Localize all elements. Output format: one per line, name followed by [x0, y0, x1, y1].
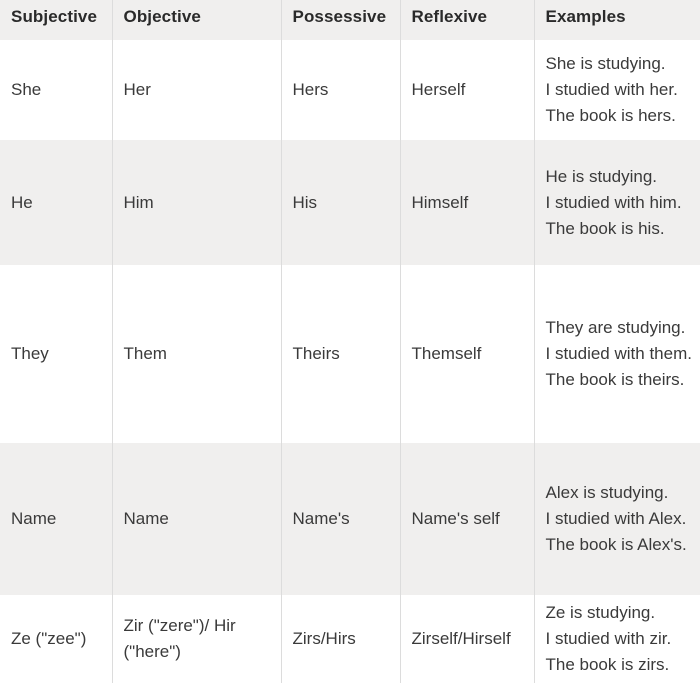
cell-possessive: Zirs/Hirs [281, 595, 400, 683]
example-sentence: They are studying. [545, 318, 686, 337]
example-sentence: I studied with them. [545, 344, 692, 363]
cell-reflexive: Herself [400, 40, 534, 140]
example-sentence: I studied with him. [545, 192, 682, 212]
cell-reflexive: Zirself/Hirself [400, 595, 534, 683]
cell-examples [534, 140, 700, 265]
header-possessive: Possessive [281, 0, 400, 40]
example-sentence: Alex is studying. [545, 483, 669, 502]
header-examples: Examples [534, 0, 700, 40]
cell-examples [534, 265, 700, 443]
header-subjective: Subjective [0, 0, 112, 40]
cell-objective: Them [112, 265, 281, 443]
cell-subjective: He [0, 140, 112, 265]
cell-objective: Her [112, 40, 281, 140]
cell-reflexive: Name's self [400, 443, 534, 595]
table-row [0, 443, 700, 595]
example-sentence: He is studying. [545, 166, 657, 186]
example-sentence: The book is hers. [545, 106, 676, 125]
cell-examples [534, 40, 700, 140]
example-sentence: I studied with zir. [545, 629, 672, 648]
cell-possessive: Name's [281, 443, 400, 595]
cell-possessive: Theirs [281, 265, 400, 443]
example-sentence: I studied with Alex. [545, 509, 687, 528]
table-row [0, 40, 700, 140]
example-sentence: The book is his. [545, 218, 665, 238]
cell-examples [534, 443, 700, 595]
header-reflexive: Reflexive [400, 0, 534, 40]
cell-reflexive: Themself [400, 265, 534, 443]
example-sentence: The book is Alex's. [545, 535, 687, 554]
example-sentence: Ze is studying. [545, 603, 656, 622]
table-row [0, 140, 700, 265]
example-sentence: I studied with her. [545, 80, 678, 99]
cell-objective: Him [112, 140, 281, 265]
cell-reflexive: Himself [400, 140, 534, 265]
cell-subjective: They [0, 265, 112, 443]
cell-subjective: She [0, 40, 112, 140]
cell-possessive: His [281, 140, 400, 265]
table-row [0, 595, 700, 683]
table-row [0, 265, 700, 443]
example-sentence: The book is theirs. [545, 370, 685, 389]
example-sentence: The book is zirs. [545, 655, 670, 674]
header-objective: Objective [112, 0, 281, 40]
example-sentence: She is studying. [545, 54, 666, 73]
cell-subjective: Ze ("zee") [0, 595, 112, 683]
cell-objective: Name [112, 443, 281, 595]
cell-examples [534, 595, 700, 683]
cell-objective: Zir ("zere")/ Hir ("here") [112, 595, 281, 683]
cell-possessive: Hers [281, 40, 400, 140]
header-row [0, 0, 700, 40]
cell-subjective: Name [0, 443, 112, 595]
